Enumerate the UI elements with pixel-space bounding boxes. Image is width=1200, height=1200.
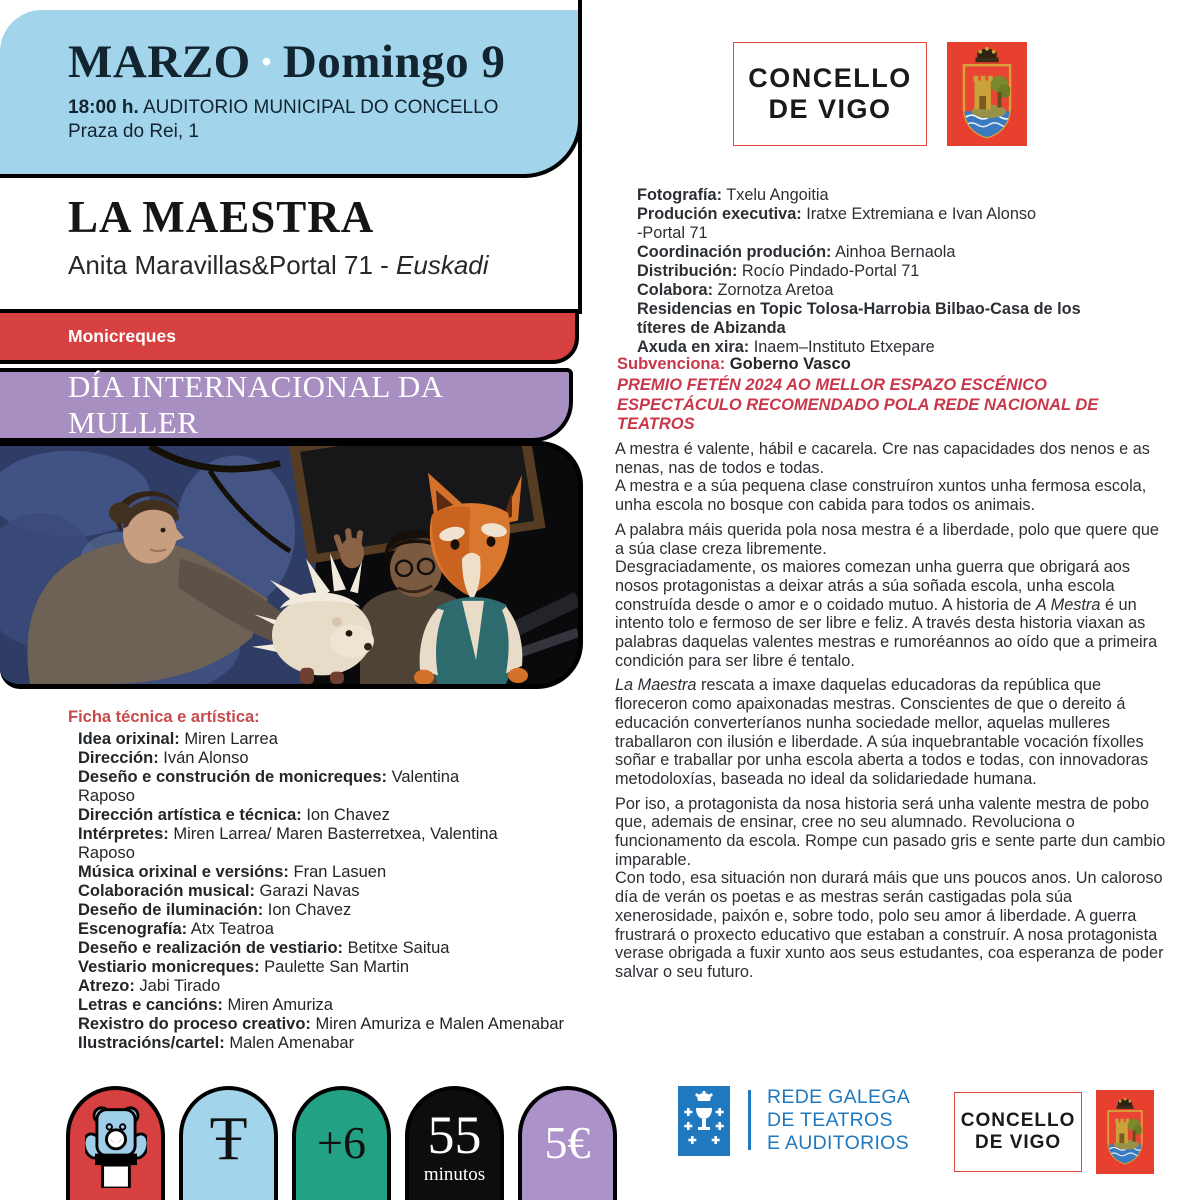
rede-galega-wordmark	[767, 1086, 910, 1155]
award-note: PREMIO FETÉN 2024 AO MELLOR ESPAZO ESCÉNICO ESPECTÁCULO RECOMENDADO POLA REDE NACIONAL DE TEATROS	[617, 376, 1099, 433]
funding-line	[617, 355, 851, 374]
show-photo	[0, 441, 583, 689]
concello-small-line2: DE VIGO	[975, 1132, 1062, 1153]
list-line: Música orixinal e versións: Fran Lasuen	[78, 863, 387, 881]
rede-divider	[748, 1090, 751, 1150]
description-paragraph: Por iso, a protagonista da nosa historia será unha valente mestra de pobo que, ademais de ensinar, cree no seu alumnado. Revoluciona o funcionamento da escola. Rompe cun pasado gris e sente parte dun cambio imparable. Con todo, esa situación non durará máis que uns poucos anos. Un caloroso día de verán os poetas e as mestras serán castigadas pola súa xenerosidade, paixón e, sobre todo, polo seu amor á liberdade. A guerra frustrará o proxecto educativo que estaban a construír. A nosa protagonista verase obrigada a fuxir xunto aos seus estudantes, coa esperanza de poder salvar o seu futuro.	[615, 794, 1166, 981]
list-line: Atrezo: Jabi Tirado	[78, 977, 221, 995]
event-header-card	[0, 10, 582, 178]
genre-banner	[0, 309, 579, 364]
rede-line2: DE TEATROS	[767, 1109, 893, 1131]
day-label: Domingo 9	[282, 36, 506, 88]
list-line: Rexistro do proceso creativo: Miren Amuriza e Malen Amenabar	[78, 1015, 565, 1033]
company-origin: Euskadi	[396, 250, 489, 280]
list-line: Vestiario monicreques: Paulette San Martin	[78, 958, 410, 976]
dot-separator: ·	[258, 36, 275, 88]
list-line: Coordinación produción: Ainhoa Bernaola	[637, 243, 956, 261]
price-label: 5€	[544, 1117, 591, 1168]
rede-line3: E AUDITORIOS	[767, 1132, 909, 1154]
address-label: Praza do Rei, 1	[68, 121, 199, 142]
vigo-coat-of-arms	[947, 42, 1027, 146]
ficha-list	[68, 730, 593, 1053]
credits-list	[627, 186, 1175, 357]
duration-unit: minutos	[423, 1164, 486, 1185]
list-line: Intérpretes: Miren Larrea/ Maren Basterretxea, Valentina Raposo	[78, 825, 498, 862]
vigo-shield-icon-small	[1097, 1092, 1153, 1172]
list-line: Colaboración musical: Garazi Navas	[78, 882, 360, 900]
list-line: Deseño e realización de vestiario: Betitxe Saitua	[78, 939, 450, 957]
rede-galega-flag-icon	[678, 1086, 730, 1156]
info-badges	[66, 1086, 617, 1200]
concello-small-line1: CONCELLO	[960, 1110, 1076, 1131]
rede-line1: REDE GALEGA	[767, 1086, 911, 1108]
badge-no-text	[179, 1086, 278, 1200]
age-rating-label: +6	[317, 1117, 366, 1168]
show-title: LA MAESTRA	[68, 192, 375, 242]
badge-duration	[405, 1086, 504, 1200]
concello-line1: CONCELLO	[748, 63, 912, 93]
list-line: Colabora: Zornotza Aretoa	[637, 281, 834, 299]
puppet-scene-illustration	[0, 446, 578, 684]
venue-label: AUDITORIO MUNICIPAL DO CONCELLO	[143, 97, 499, 118]
list-line: Dirección artística e técnica: Ion Chavez	[78, 806, 390, 824]
technical-sheet	[68, 708, 593, 1053]
concello-wordmark	[733, 42, 927, 146]
description-paragraph: La Maestra rescata a imaxe daquelas educadoras da república que floreceron como apaixonadas mestras. Conscientes de que o dereito á educación converteríanos nunha sociedade mellor, aquelas mulleres traballaron con ilusión e liberdade. A súa inquebrantable vocación fíxolles soñar e traballar por unha escola aberta a todos e todas, con innovadoras metodoloxías, baseada no ideal da solidariedade humana.	[615, 676, 1149, 788]
crossed-t-icon: Ŧ	[209, 1105, 248, 1173]
list-line: Fotografía: Txelu Angoitia	[637, 186, 829, 204]
list-line: Residencias en Topic Tolosa-Harrobia Bilbao-Casa de los títeres de Abizanda	[637, 300, 1081, 337]
event-banner	[0, 368, 573, 442]
vigo-coat-of-arms-small	[1096, 1090, 1154, 1174]
description	[615, 440, 1169, 988]
list-line: Deseño e construción de monicreques: Valentina Raposo	[78, 768, 460, 805]
galicia-emblem-icon	[678, 1086, 730, 1156]
list-line: Axuda en xira: Inaem–Instituto Etxepare	[637, 338, 935, 356]
list-line: Distribución: Rocío Pindado-Portal 71	[637, 262, 920, 280]
bear-puppet-icon	[85, 1104, 147, 1188]
list-line: Escenografía: Atx Teatroa	[78, 920, 274, 938]
concello-wordmark-small	[954, 1092, 1082, 1172]
event-label: DÍA INTERNACIONAL DA MULLER	[68, 369, 442, 440]
company-line	[68, 250, 489, 281]
duration-value: 55	[427, 1105, 482, 1165]
badge-puppet-show	[66, 1086, 165, 1200]
time-venue-line	[68, 96, 578, 120]
description-paragraph: A mestra é valente, hábil e cacarela. Cre nas capacidades dos nenos e as nenas, nas de todos e todas. A mestra e a súa pequena clase construíron xuntos unha fermosa escola, unha escola no bosque con cabida para todos os animais.	[615, 440, 1150, 515]
technical-sheet-heading: Ficha técnica e artística:	[68, 708, 260, 726]
funding-label: Subvenciona:	[617, 355, 726, 373]
badge-age-rating	[292, 1086, 391, 1200]
list-line: Deseño de iluminación: Ion Chavez	[78, 901, 352, 919]
list-line: Produción executiva: Iratxe Extremiana e Ivan Alonso -Portal 71	[637, 205, 1037, 242]
time-label: 18:00 h.	[68, 97, 139, 118]
description-paragraph: A palabra máis querida pola nosa mestra é a liberdade, polo que quere que a súa clase creza libremente. Desgraciadamente, os maiores comezan unha guerra que obrigará aos nosos protagonistas a deixar atrás a súa soñada escola, unha escola construída desde o amor e o coidado mutuo. A historia de A Mestra é un intento tolo e fermoso de ser libre e feliz. A través desta historia viaxan as palabras daquelas valentes mestras e rumoréannos ao oído que a primeira condición para ser libre é tentalo.	[615, 520, 1159, 670]
partner-logos	[678, 1084, 1154, 1174]
genre-label: Monicreques	[68, 326, 176, 346]
show-title-block	[68, 192, 489, 281]
list-line: Dirección: Iván Alonso	[78, 749, 249, 767]
vigo-shield-icon	[948, 44, 1026, 144]
funding-value: Goberno Vasco	[729, 355, 851, 373]
list-line: Letras e cancións: Miren Amuriza	[78, 996, 333, 1014]
concello-logo-top	[733, 42, 1027, 146]
badge-price	[518, 1086, 617, 1200]
concello-line2: DE VIGO	[768, 94, 892, 124]
list-line: Ilustracións/cartel: Malen Amenabar	[78, 1034, 355, 1052]
date-title	[68, 36, 578, 88]
company-name: Anita Maravillas&Portal 71 -	[68, 250, 397, 280]
month-label: MARZO	[68, 36, 251, 88]
list-line: Idea orixinal: Miren Larrea	[78, 730, 278, 748]
